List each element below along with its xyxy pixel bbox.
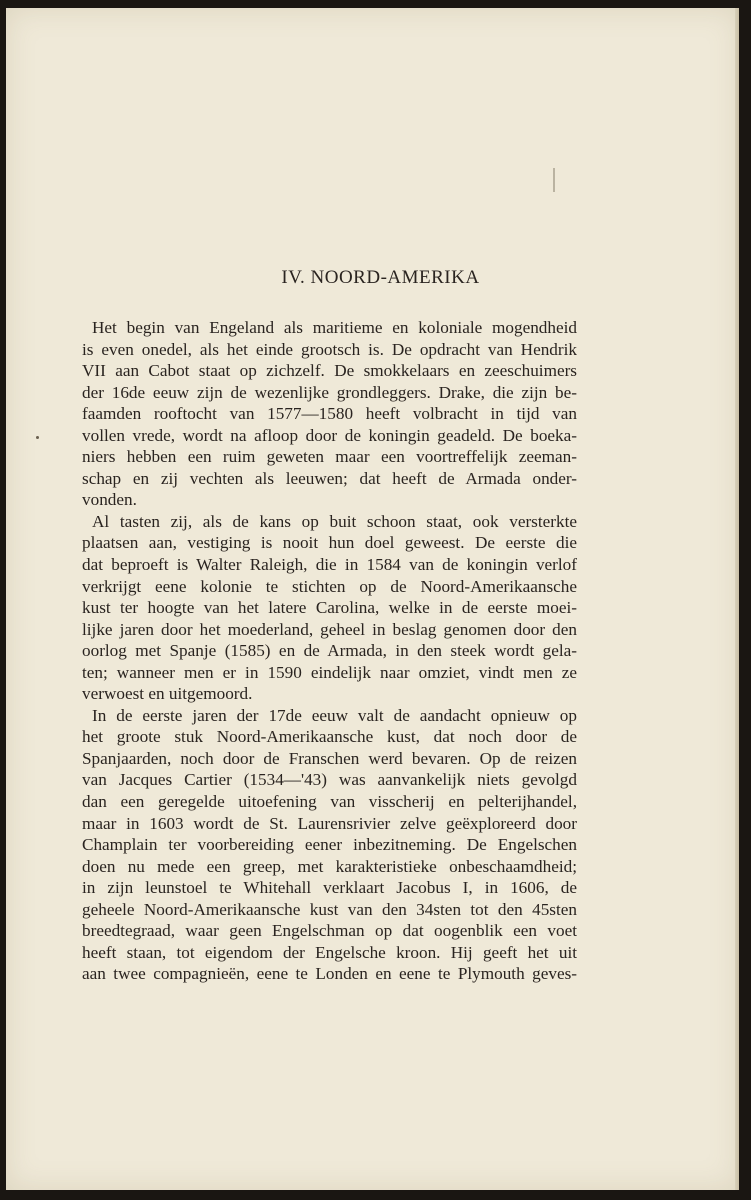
text-line: VII aan Cabot staat op zichzelf. De smokkelaars en zeeschuimers <box>82 361 577 381</box>
text-line: heeft staan, tot eigendom der Engelsche kroon. Hij geeft het uit <box>82 942 577 962</box>
text-line: aan twee compagnieën, eene te Londen en eene te Plymouth geves- <box>82 964 577 984</box>
body-text <box>82 317 577 985</box>
chapter-title: IV. NOORD-AMERIKA <box>281 267 480 288</box>
text-line: breedtegraad, waar geen Engelschman op dat oogenblik een voet <box>82 921 577 941</box>
text-line: geheele Noord-Amerikaansche kust van den 34sten tot den 45sten <box>82 899 577 919</box>
bleed-through-mark <box>553 168 555 192</box>
text-line: is even onedel, als het einde grootsch is. De opdracht van Hendrik <box>82 339 577 359</box>
text-line: verkrijgt eene kolonie te stichten op de Noord-Amerikaansche <box>82 576 577 596</box>
text-line: Champlain ter voorbereiding eener inbezitneming. De Engelschen <box>82 835 577 855</box>
text-line: vonden. <box>82 490 137 510</box>
text-line: niers hebben een ruim geweten maar een voortreffelijk zeeman- <box>82 447 577 467</box>
text-line: Al tasten zij, als de kans op buit schoon staat, ook versterkte <box>92 511 577 531</box>
text-line: verwoest en uitgemoord. <box>82 684 253 704</box>
text-line: plaatsen aan, vestiging is nooit hun doel geweest. De eerste die <box>82 533 577 553</box>
text-line: Het begin van Engeland als maritieme en koloniale mogendheid <box>92 318 577 337</box>
text-line: oorlog met Spanje (1585) en de Armada, in den steek wordt gela- <box>82 641 577 661</box>
book-page <box>6 8 739 1190</box>
page-edge <box>735 8 739 1190</box>
text-line: lijke jaren door het moederland, geheel in beslag genomen door den <box>82 619 577 639</box>
text-line: kust ter hoogte van het latere Carolina, welke in de eerste moei- <box>82 598 577 618</box>
text-line: In de eerste jaren der 17de eeuw valt de aandacht opnieuw op <box>92 705 577 725</box>
margin-dot <box>36 436 39 439</box>
text-line: maar in 1603 wordt de St. Laurensrivier zelve geëxploreerd door <box>82 813 577 833</box>
text-line: schap en zij vechten als leeuwen; dat heeft de Armada onder- <box>82 468 577 488</box>
text-line: vollen vrede, wordt na afloop door de koningin geadeld. De boeka- <box>82 425 577 445</box>
text-line: faamden rooftocht van 1577—1580 heeft volbracht in tijd van <box>82 404 577 424</box>
text-line: der 16de eeuw zijn de wezenlijke grondleggers. Drake, die zijn be- <box>82 382 577 402</box>
text-line: van Jacques Cartier (1534—'43) was aanvankelijk niets gevolgd <box>82 770 577 790</box>
text-line: dat beproeft is Walter Raleigh, die in 1584 van de koningin verlof <box>82 555 577 575</box>
text-line: het groote stuk Noord-Amerikaansche kust, dat noch door de <box>82 727 577 747</box>
text-line: doen nu mede een greep, met karakteristieke onbeschaamdheid; <box>82 856 577 876</box>
text-line: Spanjaarden, noch door de Franschen werd bevaren. Op de reizen <box>82 748 577 768</box>
text-line: in zijn leunstoel te Whitehall verklaart Jacobus I, in 1606, de <box>82 878 577 898</box>
text-line: ten; wanneer men er in 1590 eindelijk naar omziet, vindt men ze <box>82 662 577 682</box>
text-line: dan een geregelde uitoefening van visscherij en pelterijhandel, <box>82 792 577 812</box>
